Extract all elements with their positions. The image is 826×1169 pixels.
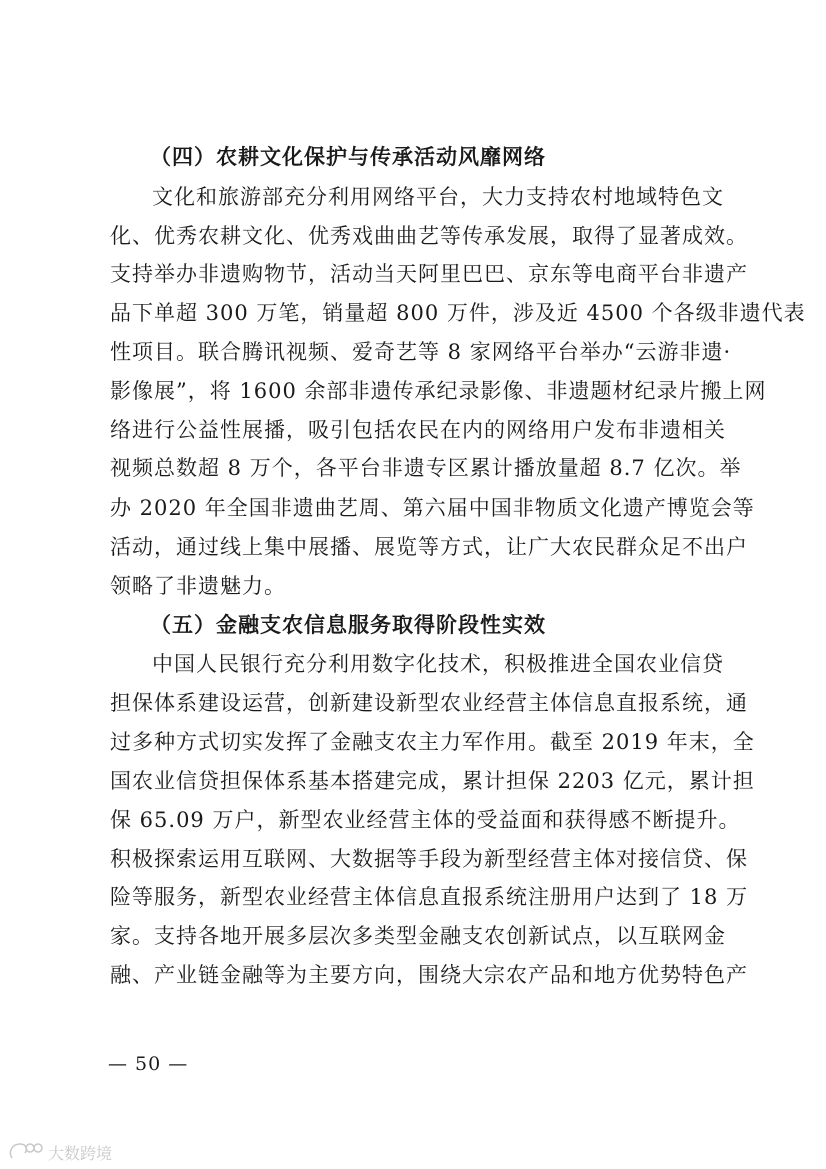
paragraph-line: 络进行公益性展播，吸引包括农民在内的网络用户发布非遗相关 [110, 418, 726, 442]
paragraph-line: 活动，通过线上集中展播、展览等方式，让广大农民群众足不出户 [110, 535, 748, 559]
paragraph-line: 过多种方式切实发挥了金融支农主力军作用。截至 2019 年末，全 [110, 730, 755, 754]
paragraph-line: 中国人民银行充分利用数字化技术，积极推进全国农业信贷 [152, 652, 724, 676]
paragraph-line: 融、产业链金融等为主要方向，围绕大宗农产品和地方优势特色产 [110, 963, 748, 987]
svg-text:大数跨境: 大数跨境 [48, 1144, 113, 1163]
paragraph-line: 保 65.09 万户，新型农业经营主体的受益面和获得感不断提升。 [110, 808, 741, 832]
paragraph-line: 险等服务，新型农业经营主体信息直报系统注册用户达到了 18 万 [110, 885, 749, 909]
paragraph-line: 积极探索运用互联网、大数据等手段为新型经营主体对接信贷、保 [110, 847, 748, 871]
paragraph-line: 办 2020 年全国非遗曲艺周、第六届中国非物质文化遗产博览会等 [110, 496, 755, 520]
paragraph-line: 国农业信贷担保体系基本搭建完成，累计担保 2203 亿元，累计担 [110, 769, 755, 793]
paragraph-line: 视频总数超 8 万个，各平台非遗专区累计播放量超 8.7 亿次。举 [110, 456, 742, 480]
paragraph-line: 文化和旅游部充分利用网络平台，大力支持农村地域特色文 [152, 185, 724, 209]
paragraph-line: 领略了非遗魅力。 [110, 574, 286, 598]
watermark-logo [6, 1138, 126, 1166]
section-heading-5: （五）金融支农信息服务取得阶段性实效 [150, 613, 546, 637]
paragraph-line: 家。支持各地开展多层次多类型金融支农创新试点，以互联网金 [110, 924, 726, 948]
section-heading-4: （四）农耕文化保护与传承活动风靡网络 [150, 145, 546, 169]
paragraph-line: 品下单超 300 万笔，销量超 800 万件，涉及近 4500 个各级非遗代表 [110, 301, 806, 325]
paragraph-line: 支持举办非遗购物节，活动当天阿里巴巴、京东等电商平台非遗产 [110, 262, 748, 286]
page-number: — 50 — [108, 1053, 189, 1075]
paragraph-line: 性项目。联合腾讯视频、爱奇艺等 8 家网络平台举办“云游非遗· [110, 340, 732, 364]
paragraph-line: 影像展”，将 1600 余部非遗传承纪录影像、非遗题材纪录片搬上网 [110, 379, 767, 403]
paragraph-line: 化、优秀农耕文化、优秀戏曲曲艺等传承发展，取得了显著成效。 [110, 224, 748, 248]
paragraph-line: 担保体系建设运营，创新建设新型农业经营主体信息直报系统，通 [110, 691, 748, 715]
